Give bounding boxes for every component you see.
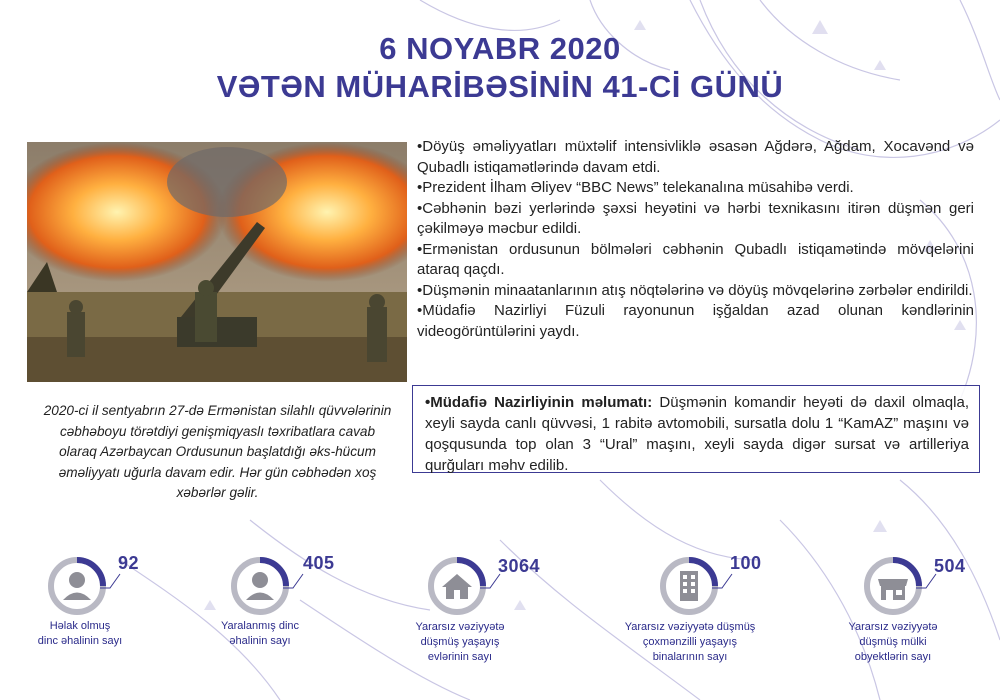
- stat-value: 405: [303, 553, 335, 573]
- page-title: VƏTƏN MÜHARİBƏSİNİN 41-Cİ GÜNÜ: [216, 69, 784, 104]
- house-icon: [442, 574, 472, 599]
- stat-destroyed-houses: [415, 550, 580, 670]
- stat-injured-civilians: [220, 550, 365, 650]
- stat-value: 3064: [498, 556, 541, 576]
- stat-destroyed-apartment-buildings: [624, 550, 800, 670]
- artillery-photo-illustration: [27, 142, 407, 382]
- news-bullet: •Cəbhənin bəzi yerlərində şəxsi heyətini və hərbi texnikasını itirən düşmən geri çəkilməyə məcbur edildi.: [417, 199, 974, 237]
- stat-label: Həlak olmuş dinc əhalinin sayı: [37, 620, 123, 647]
- news-bullet: •Düşmənin minaatanlarının atış nöqtələrinə və döyüş mövqelərinə zərbələr endirildi.: [417, 281, 973, 299]
- stat-ring: [658, 555, 720, 617]
- stat-destroyed-civil-objects: [848, 550, 998, 670]
- news-bullet-list: [417, 137, 974, 342]
- stat-ring: [426, 555, 488, 617]
- injured-person-icon: [246, 572, 274, 600]
- stat-label: Yararsız vəziyyətə düşmüş çoxmənzilli yaşayış binalarının sayı: [624, 621, 756, 663]
- page-date: 6 NOYABR 2020: [379, 31, 621, 66]
- apartment-building-icon: [680, 571, 698, 601]
- artillery-photo: [27, 142, 407, 382]
- header: [0, 30, 1000, 106]
- news-bullet: •Müdafiə Nazirliyi Füzuli rayonunun işğaldan azad olunan kəndlərinin videogörüntülərini yaydı.: [417, 302, 974, 340]
- news-bullet: •Döyüş əməliyyatları müxtəlif intensivliklə əsasən Ağdərə, Ağdam, Xocavənd və Qubadlı istiqamətlərində davam etdi.: [417, 138, 974, 176]
- stat-label: Yararsız vəziyyətə düşmüş mülki obyektlərin sayı: [848, 621, 938, 663]
- stat-ring: [46, 555, 108, 617]
- ministry-info-box: [412, 385, 980, 473]
- shop-icon: [878, 579, 908, 600]
- stat-label: Yaralanmış dinc əhalinin sayı: [220, 620, 300, 647]
- news-bullet: •Ermənistan ordusunun bölmələri cəbhənin Qubadlı istiqamətində mövqelərini ataraq qaçdı.: [417, 240, 974, 278]
- stat-ring: [229, 555, 291, 617]
- stat-ring: [862, 555, 924, 617]
- stat-value: 504: [934, 556, 966, 576]
- person-icon: [63, 572, 91, 600]
- stat-value: 92: [118, 553, 140, 573]
- stat-label: Yararsız vəziyyətə düşmüş yaşayış evlərinin sayı: [415, 621, 505, 663]
- news-bullet: •Prezident İlham Əliyev “BBC News” telekanalına müsahibə verdi.: [417, 179, 854, 196]
- intro-caption: 2020-ci il sentyabrın 27-də Ermənistan silahlı qüvvələrinin cəbhəboyu törətdiyi genişmiqyaslı təxribatlara cavab olaraq Azərbaycan Ordusunun başlatdığı əks-hücum əməliyyatı uğurla davam edir. Hər gün cəbhədən xoş xəbərlər gəlir.: [43, 403, 392, 500]
- info-box-lead: •Müdafiə Nazirliyinin məlumatı:: [425, 394, 653, 411]
- stat-killed-civilians: [37, 550, 180, 650]
- stat-value: 100: [730, 553, 762, 573]
- info-box-text: Düşmənin komandir heyəti də daxil olmaqla, xeyli sayda canlı qüvvəsi, 1 rabitə avtomobili, sursatla dolu 1 “KamAZ” maşını və qoşqusunda top olan 3 “Ural” maşını, xeyli sayda digər sursat və artilleriya qurğuları məhv edilib.: [425, 394, 969, 474]
